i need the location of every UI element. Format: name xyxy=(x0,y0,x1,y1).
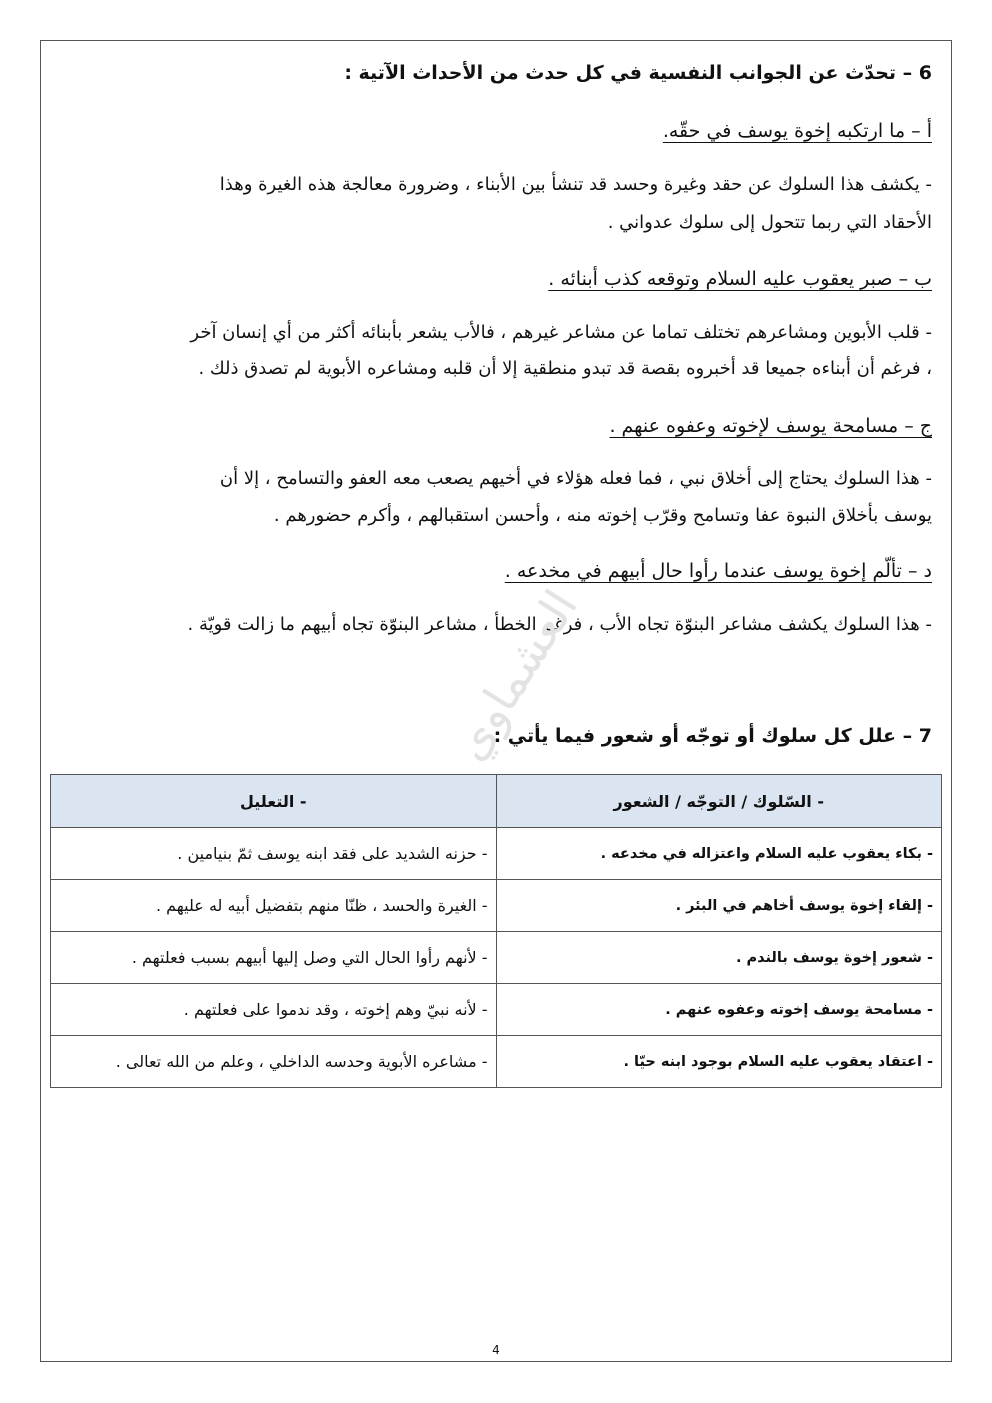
item-a-label: أ – ما ارتكبه إخوة يوسف في حقّه. xyxy=(662,120,932,142)
item-a-line-2: الأحقاد التي ربما تتحول إلى سلوك عدواني . xyxy=(607,212,932,233)
item-b-label: ب – صبر يعقوب عليه السلام وتوقعه كذب أبنائه . xyxy=(548,268,932,290)
item-c-line-1: - هذا السلوك يحتاج إلى أخلاق نبي ، فما فعله هؤلاء في أخيهم يصعب معه العفو والتسامح ، إلا أن xyxy=(219,468,932,489)
behavior-cell: - مسامحة يوسف إخوته وعفوه عنهم . xyxy=(496,984,942,1036)
behavior-cell: - شعور إخوة يوسف بالندم . xyxy=(496,932,942,984)
item-c-label: ج – مسامحة يوسف لإخوته وعفوه عنهم . xyxy=(609,415,932,437)
item-a-line-1: - يكشف هذا السلوك عن حقد وغيرة وحسد قد تنشأ بين الأبناء ، وضرورة معالجة هذه الغيرة وهذا xyxy=(219,174,932,195)
watermark: العشماوي xyxy=(442,580,588,770)
header-reason: - التعليل xyxy=(51,775,497,828)
item-d-line-1: - هذا السلوك يكشف مشاعر البنوّة تجاه الأب ، فرغم الخطأ ، مشاعر البنوّة تجاه أبيهم ما زالت قويّة . xyxy=(187,614,932,635)
reason-cell: - الغيرة والحسد ، ظنّا منهم بتفضيل أبيه له عليهم . xyxy=(51,880,497,932)
reasons-table xyxy=(50,774,942,1088)
table-header-row xyxy=(51,775,942,828)
question-7-title: 7 – علل كل سلوك أو توجّه أو شعور فيما يأتي : xyxy=(493,725,932,747)
table-row xyxy=(51,880,942,932)
reason-cell: - حزنه الشديد على فقد ابنه يوسف ثمّ بنيامين . xyxy=(51,828,497,880)
table-row xyxy=(51,984,942,1036)
reason-cell: - مشاعره الأبوية وحدسه الداخلي ، وعلم من الله تعالى . xyxy=(51,1036,497,1088)
item-b-line-1: - قلب الأبوين ومشاعرهم تختلف تماما عن مشاعر غيرهم ، فالأب يشعر بأبنائه أكثر من أي إنسان آخر xyxy=(190,322,932,343)
item-b-line-2: ، فرغم أن أبناءه جميعا قد أخبروه بقصة قد تبدو منطقية إلا أن قلبه ومشاعره الأبوية لم تصدق ذلك . xyxy=(198,358,932,379)
reason-cell: - لأنهم رأوا الحال التي وصل إليها أبيهم بسبب فعلتهم . xyxy=(51,932,497,984)
behavior-cell: - إلقاء إخوة يوسف أخاهم في البئر . xyxy=(496,880,942,932)
table-row xyxy=(51,828,942,880)
reason-cell: - لأنه نبيّ وهم إخوته ، وقد ندموا على فعلتهم . xyxy=(51,984,497,1036)
page-number: 4 xyxy=(492,1343,500,1357)
question-6-title: 6 – تحدّث عن الجوانب النفسية في كل حدث من الأحداث الآتية : xyxy=(344,62,932,84)
item-d-label: د – تألّم إخوة يوسف عندما رأوا حال أبيهم في مخدعه . xyxy=(504,560,932,582)
item-c-line-2: يوسف بأخلاق النبوة عفا وتسامح وقرّب إخوته منه ، وأحسن استقبالهم ، وأكرم حضورهم . xyxy=(273,505,932,526)
table-row xyxy=(51,1036,942,1088)
header-behavior: - السّلوك / التوجّه / الشعور xyxy=(496,775,942,828)
behavior-cell: - بكاء يعقوب عليه السلام واعتزاله في مخدعه . xyxy=(496,828,942,880)
behavior-cell: - اعتقاد يعقوب عليه السلام بوجود ابنه حيّا . xyxy=(496,1036,942,1088)
table-row xyxy=(51,932,942,984)
